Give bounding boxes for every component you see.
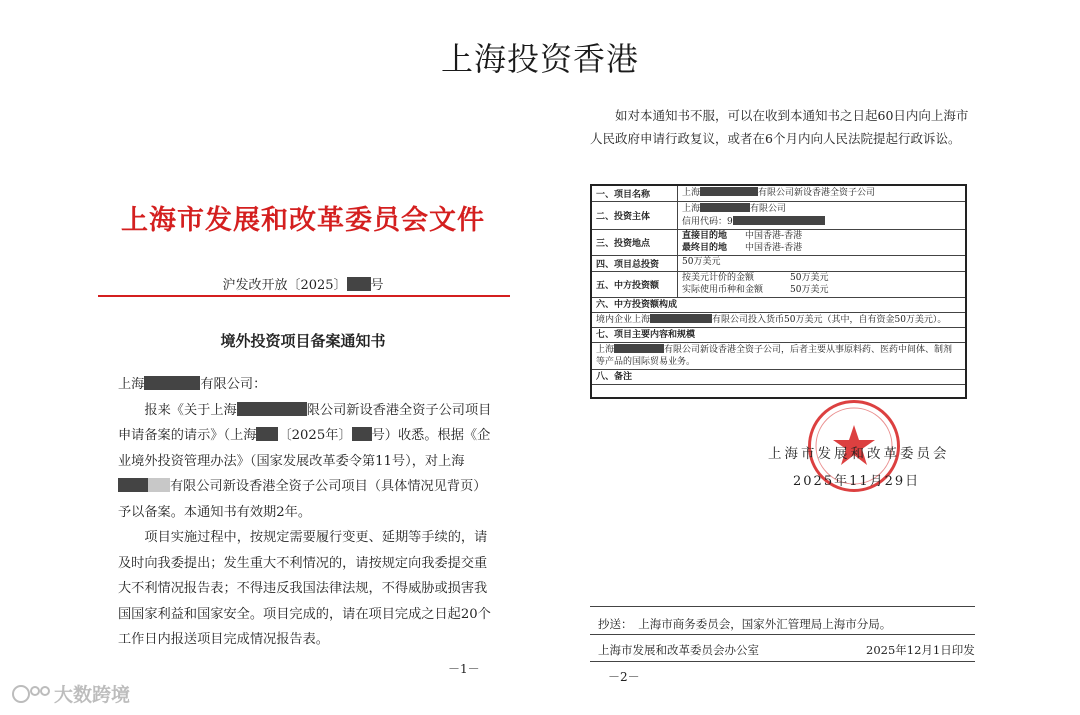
- redaction-block: [700, 187, 758, 196]
- table-row: 二、投资主体 上海 有限公司 信用代码：9: [592, 202, 965, 230]
- issue-date: 2025年11月29日: [793, 474, 921, 489]
- table-row: 八、备注: [592, 370, 965, 385]
- redaction-block: [700, 203, 750, 212]
- appeal-notice: 如对本通知书不服，可以在收到本通知书之日起60日内向上海市人民政府申请行政复议，或者在6个月内向人民法院提起行政诉讼。: [590, 108, 969, 146]
- document-page-1: [88, 150, 518, 690]
- issuing-organization: 上海市发展和改革委员会: [768, 446, 950, 462]
- table-row: [592, 385, 965, 397]
- table-row: 七、项目主要内容和规模: [592, 328, 965, 343]
- table-row: 五、中方投资额 按美元计价的金额 50万美元 实际使用币种和金额 50万美元: [592, 272, 965, 298]
- red-header-title: 上海市发展和改革委员会文件: [121, 205, 485, 236]
- divider: [590, 634, 975, 635]
- table-row: 三、投资地点 直接目的地 中国香港-香港 最终目的地 中国香港-香港: [592, 230, 965, 256]
- table-row: 境内企业上海 有限公司投入货币50万美元（其中，自有资金50万美元）。: [592, 313, 965, 328]
- page-number: －2－: [608, 670, 640, 684]
- table-row: 四、项目总投资 50万美元: [592, 256, 965, 272]
- table-row: 六、中方投资额构成: [592, 298, 965, 313]
- redaction-block: [148, 478, 170, 492]
- document-number: 沪发改开放〔2025〕 号: [222, 278, 384, 293]
- issuing-office: 上海市发展和改革委员会办公室: [598, 643, 759, 657]
- redaction-block: [352, 427, 372, 441]
- watermark-logo-icon: [12, 683, 50, 705]
- page-heading: 上海投资香港: [440, 40, 639, 78]
- redaction-block: [614, 344, 664, 353]
- table-row: 上海 有限公司新设香港全资子公司，后者主要从事原料药、医药中间体、制剂等产品的国际贸易业务。: [592, 343, 965, 370]
- watermark: 大数跨境: [12, 680, 130, 707]
- document-page-2: [580, 104, 980, 694]
- project-info-table: [590, 184, 967, 399]
- print-date: 2025年12月1日印发: [866, 643, 975, 657]
- document-body: [118, 372, 493, 653]
- redaction-block: [237, 402, 307, 416]
- redaction-block: [256, 427, 278, 441]
- redaction-block: [144, 376, 200, 390]
- redaction-block: [347, 277, 371, 291]
- red-divider: [98, 295, 510, 297]
- cc-line: 抄送： 上海市商务委员会，国家外汇管理局上海市分局。: [598, 617, 892, 631]
- page-number: －1－: [448, 662, 480, 676]
- table-row: 一、项目名称 上海 有限公司新设香港全资子公司: [592, 186, 965, 202]
- divider: [590, 661, 975, 662]
- paragraph-2: 项目实施过程中，按规定需要履行变更、延期等手续的，请及时向我委提出；发生重大不利情况的，请按规定向我委提交重大不利情况报告表；不得违反我国法律法规，不得威胁或损害我国国家利益和国家安全。项目完成的，请在项目完成之日起20个工作日内报送项目完成情况报告表。: [118, 530, 491, 647]
- document-title: 境外投资项目备案通知书: [220, 332, 386, 350]
- redaction-block: [650, 314, 712, 323]
- paragraph-1: 报来《关于上海 限公司新设香港全资子公司项目申请备案的请示》（上海 〔2025年〕 号）收悉。根据《企业境外投资管理办法》（国家发展改革委令第11号），对上海有限公司新设香港全资子公司项目（具体情况见背页）予以备案。本通知书有效期2年。: [118, 402, 492, 520]
- divider: [590, 606, 975, 607]
- redaction-block: [733, 216, 825, 225]
- redaction-block: [118, 478, 148, 492]
- salutation: 上海 有限公司：: [118, 377, 267, 392]
